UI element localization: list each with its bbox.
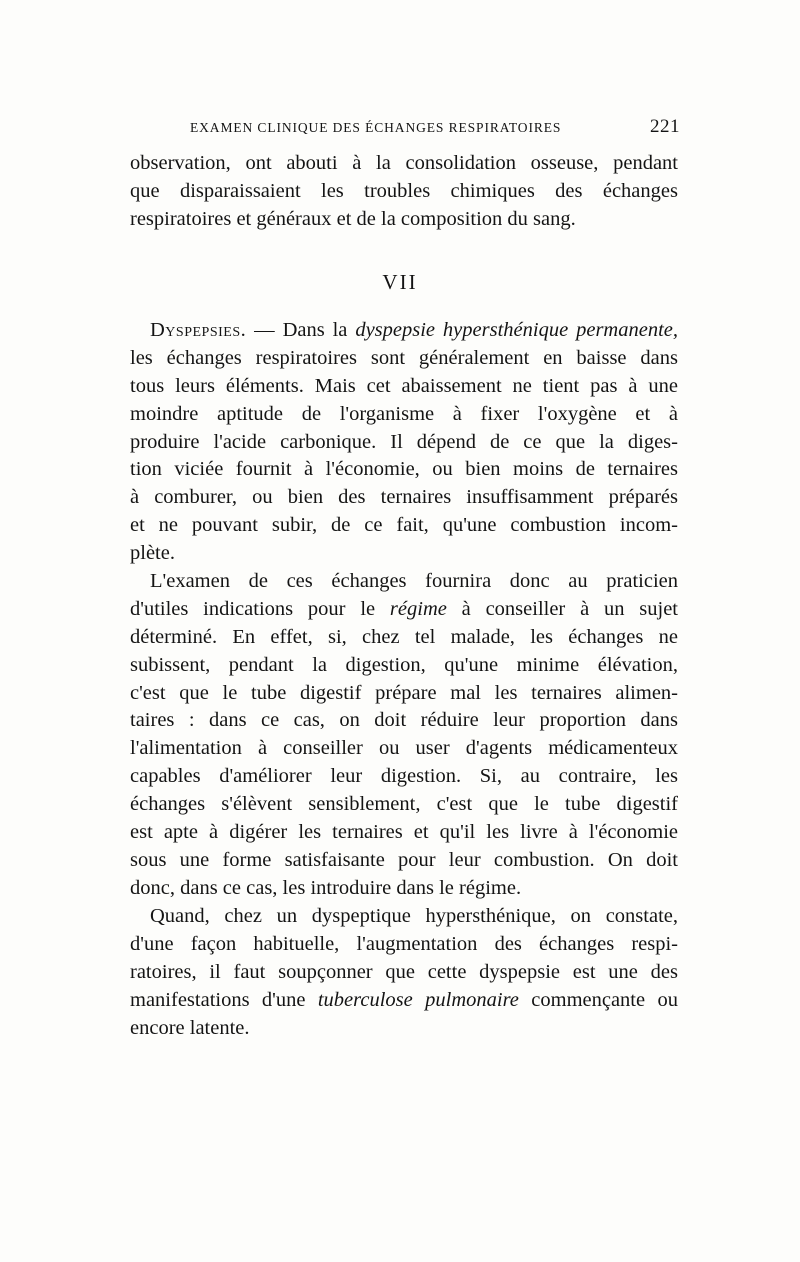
text-line: produire l'acide carbonique. Il dépend de ce que la diges- — [130, 430, 678, 453]
text-run: commençante ou — [518, 988, 678, 1011]
italic-term: dyspepsie hypersthénique permanente, — [355, 319, 678, 341]
italic-term: tuberculose pulmonaire — [317, 988, 519, 1011]
text-line — [130, 987, 678, 1015]
section-lead-word: Dyspepsies. — [150, 319, 247, 341]
text-run: manifestations d'une — [130, 988, 318, 1011]
section-number: VII — [382, 270, 418, 294]
text-line: est apte à digérer les ternaires et qu'il les livre à l'économie — [130, 821, 678, 844]
text-line: encore latente. — [130, 1016, 250, 1039]
text-line: plète. — [130, 542, 175, 565]
text-line: c'est que le tube digestif prépare mal les ternaires alimen- — [130, 681, 678, 704]
italic-term: régime — [389, 597, 447, 620]
text-line: à comburer, ou bien des ternaires insuffisamment préparés — [130, 486, 678, 509]
text-line: ratoires, il faut soupçonner que cette dyspepsie est une des — [130, 960, 678, 983]
paragraph-quand — [130, 903, 678, 1042]
text-line: Quand, chez un dyspeptique hypersthénique, on constate, — [150, 905, 678, 927]
text-line: donc, dans ce cas, les introduire dans le régime. — [130, 876, 522, 899]
text-line: subissent, pendant la digestion, qu'une minime élévation, — [130, 653, 678, 676]
text-line: et ne pouvant subir, de ce fait, qu'une combustion incom- — [130, 514, 678, 537]
text-line: moindre aptitude de l'organisme à fixer l'oxygène et à — [130, 402, 678, 425]
paragraph-continuation — [130, 150, 678, 234]
text-line — [130, 317, 678, 345]
paragraph-examen — [130, 568, 678, 903]
text-line: sous une forme satisfaisante pour leur combustion. On doit — [130, 848, 678, 871]
text-line: respiratoires et généraux et de la composition du sang. — [130, 207, 576, 230]
text-line: tion viciée fournit à l'économie, ou bien moins de ternaires — [130, 458, 678, 481]
text-line: tous leurs éléments. Mais cet abaissement ne tient pas à une — [130, 374, 678, 397]
running-title: EXAMEN CLINIQUE DES ÉCHANGES RESPIRATOIRES — [190, 120, 562, 135]
page-number: 221 — [650, 116, 680, 137]
text-line: observation, ont abouti à la consolidation osseuse, pendant — [130, 152, 678, 174]
text-line: taires : dans ce cas, on doit réduire leur proportion dans — [130, 709, 678, 732]
running-header — [190, 116, 680, 140]
text-line: échanges s'élèvent sensiblement, c'est que le tube digestif — [130, 793, 678, 816]
text-run: à conseiller à un sujet — [446, 597, 678, 620]
text-run: d'utiles indications pour le — [130, 597, 390, 620]
text-line: que disparaissaient les troubles chimiques des échanges — [130, 179, 678, 202]
paragraph-dyspepsies — [130, 317, 678, 568]
text-line: les échanges respiratoires sont généralement en baisse dans — [130, 346, 678, 369]
text-line — [130, 596, 678, 624]
text-line: l'alimentation à conseiller ou user d'agents médicamenteux — [130, 737, 678, 760]
text-run: — Dans la — [246, 319, 356, 341]
text-line: L'examen de ces échanges fournira donc au praticien — [150, 570, 678, 592]
text-line: déterminé. En effet, si, chez tel malade, les échanges ne — [130, 625, 678, 648]
text-line: capables d'améliorer leur digestion. Si, au contraire, les — [130, 765, 678, 788]
text-line: d'une façon habituelle, l'augmentation des échanges respi- — [130, 932, 678, 955]
